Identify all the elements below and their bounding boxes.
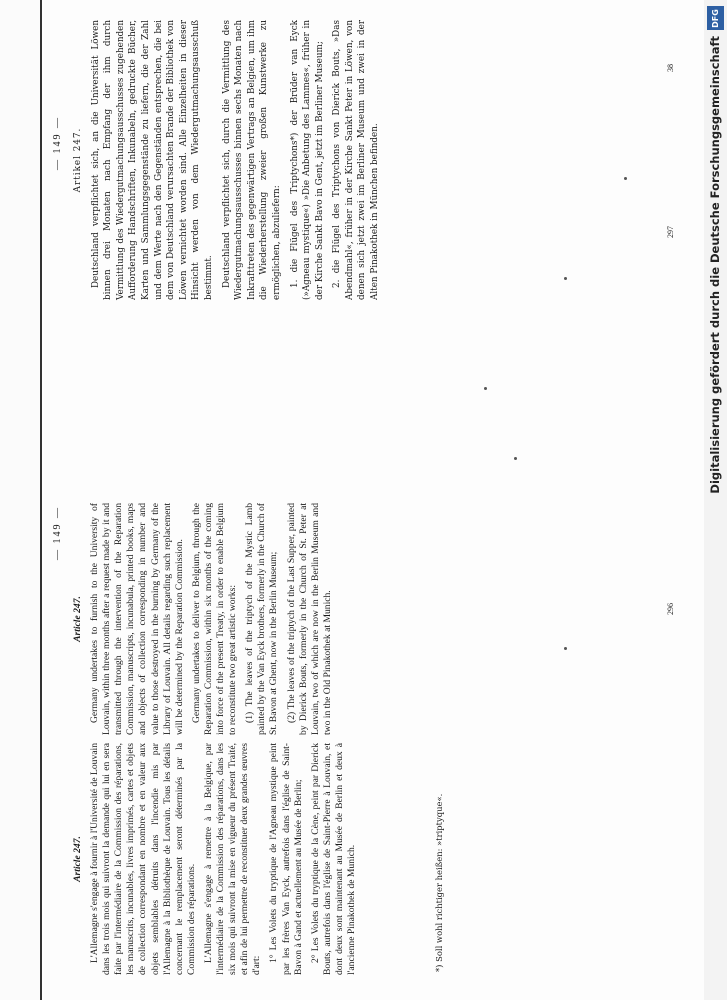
left-page-number: 296: [666, 603, 675, 615]
scan-speck: [514, 457, 517, 460]
english-article-title: Article 247.: [72, 596, 83, 642]
dfg-logo: DFG: [707, 6, 724, 30]
blank-page-margin: [0, 0, 40, 1000]
french-paragraph: L'Allemagne s'engage à fournir à l'Université de Louvain dans les trois mois qui suivront la demande qui lui en sera faite par l'intermédiaire de la Commission des réparations, les manuscrits, incunables, livres imprimés, cartes et objets de collection correspondant en nombre et en valeur aux objets semblables détruits dans l'incendie mis par l'Allemagne à la Bibliothèque de Louvain. Tous les détails concernant le remplacement seront déterminés par la Commission des réparations.: [89, 743, 197, 975]
right-page-number-secondary: 38: [666, 64, 675, 72]
right-page-number: 297: [666, 226, 675, 238]
french-column: [72, 743, 363, 975]
german-paragraph: 2. die Flügel des Triptychons von Dierick Bouts, »Das Abendmahl«, früher in der Kirche Sankt Peter in Löwen, von denen sich jetzt zwei im Berliner Museum und zwei in der Alten Pinakothek in München befinden.: [332, 20, 381, 300]
english-paragraph: Germany undertakes to deliver to Belgium, through the Reparation Commission, within six months of the coming into force of the present Treaty, in order to enable Belgium to reconstitute two great artistic works:: [190, 503, 239, 735]
scan-speck: [564, 277, 567, 280]
footnote: *) Soll wohl richtiger heißen: »triptyque«.: [434, 793, 444, 972]
english-paragraph: Germany undertakes to furnish to the University of Louvain, within three months after a request made by it and transmitted through the intervention of the Reparation Commission, manuscripts, incunabula, printed books, maps and objects of collection corresponding in number and value to those destroyed in the burning by Germany of the Library of Louvain. All details regarding such replacement will be determined by the Reparation Commission.: [89, 503, 185, 735]
right-page-header: — 149 —: [52, 116, 63, 170]
english-paragraph: (2) The leaves of the triptych of the Last Supper, painted by Dierick Bouts, formerly in the Church of St. Peter at Louvain, two of which are now in the Berlin Museum and two in the Old Pinakothek at Munich.: [285, 503, 333, 735]
scanned-spread: [44, 0, 704, 1000]
german-paragraph: Deutschland verpflichtet sich, an die Universität Löwen binnen drei Monaten nach Empfang der ihm durch Vermittlung des Wiedergutmachungsausschusses zugehenden Aufforderung Handschriften, Inkunabeln, gedruckte Bücher, Karten und Sammlungsgegenstände zu liefern, die der Zahl und dem Werte nach den Gegenständen entsprechen, die bei dem von Deutschland verursachten Brande der Bibliothek von Löwen vernichtet worden sind. Alle Einzelheiten in dieser Hinsicht werden von dem Wiedergutmachungsausschuß bestimmt.: [90, 20, 214, 300]
german-column: [72, 20, 387, 300]
german-article-title: Artikel 247.: [73, 127, 83, 193]
digitization-credit: Digitalisierung gefördert durch die Deutsche Forschungsgemeinschaft: [708, 36, 722, 494]
scan-speck: [564, 647, 567, 650]
left-page-header: — 149 —: [52, 506, 63, 560]
page-gutter: [40, 0, 42, 1000]
french-paragraph: L'Allemagne s'engage à remettre à la Belgique, par l'intermédiaire de la Commission des réparations, dans les six mois qui suivront la mise en vigueur du présent Traité, et afin de lui permettre de reconstituer deux grandes œuvres d'art:: [202, 743, 263, 975]
rotated-page-content: [44, 0, 704, 1000]
english-paragraph: (1) The leaves of the triptych of the Mystic Lamb painted by the Van Eyck brothers, formerly in the Church of St. Bavon at Ghent, now in the Berlin Museum;: [244, 503, 280, 735]
french-article-title: Article 247.: [72, 836, 83, 882]
english-column: [72, 503, 339, 735]
dfg-credit-strip: [704, 0, 727, 1000]
german-paragraph: Deutschland verpflichtet sich, durch die Vermittlung des Wiedergutmachungsausschusses binnen sechs Monaten nach Inkrafttreten des gegenwärtigen Vertrags an Belgien, um ihm die Wiederherstellung zweier großen Kunstwerke zu ermöglichen, abzuliefern:: [221, 20, 282, 300]
german-paragraph: 1. die Flügel des Triptychons*) der Brüder van Eyck (»Agneau mystique«) »Die Anbetung des Lammes«, früher in der Kirche Sankt Bavo in Gent, jetzt im Berliner Museum;: [289, 20, 325, 300]
french-paragraph: 2° Les Volets du tryptique de la Cène, peint par Dierick Bouts, autrefois dans l'église de Saint-Pierre à Louvain, et dont deux sont maintenant au Musée de Berlin et deux à l'ancienne Pinakothek de Munich.: [309, 743, 357, 975]
french-paragraph: 1° Les Volets du tryptique de l'Agneau mystique peint par les frères Van Eyck, autrefois dans l'église de Saint-Bavon à Gand et actuellement au Musée de Berlin;: [268, 743, 304, 975]
scan-speck: [624, 177, 627, 180]
scan-speck: [484, 387, 487, 390]
